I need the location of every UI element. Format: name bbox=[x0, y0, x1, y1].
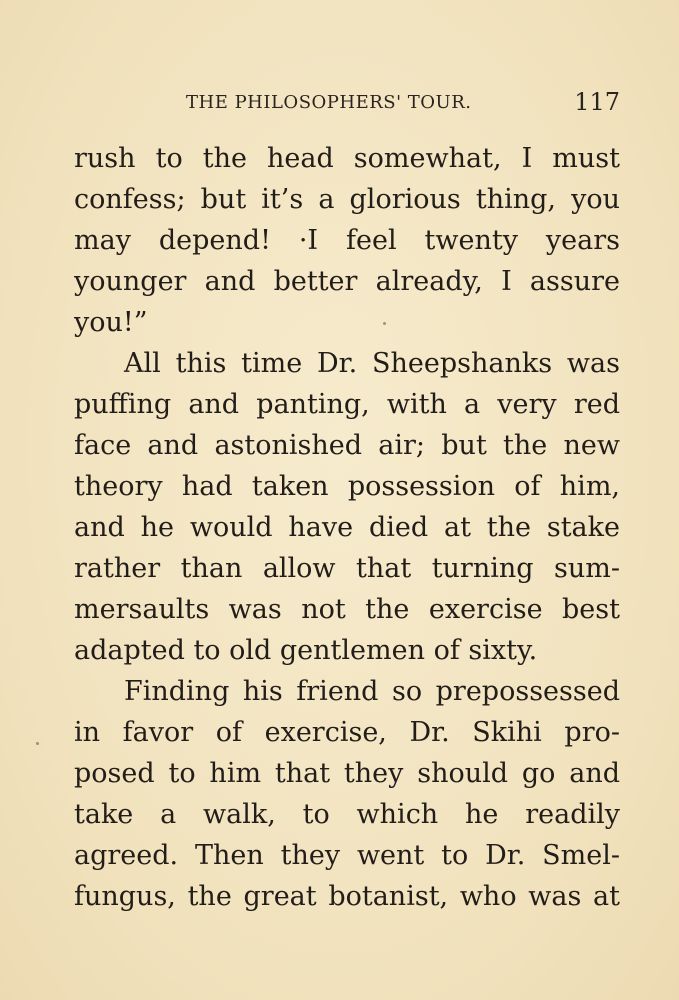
text-line: puffing and panting, with a very red bbox=[74, 389, 620, 420]
page-number: 117 bbox=[574, 88, 620, 116]
text-line: mersaults was not the exercise best bbox=[74, 594, 620, 625]
running-title: THE PHILOSOPHERS' TOUR. bbox=[186, 92, 472, 113]
text-line: confess; but it’s a glorious thing, you bbox=[74, 184, 620, 215]
text-line: may depend! ·I feel twenty years bbox=[74, 225, 620, 256]
text-line: face and astonished air; but the new bbox=[74, 430, 620, 461]
text-line: agreed. Then they went to Dr. Smel- bbox=[74, 840, 620, 871]
text-line: theory had taken possession of him, bbox=[74, 471, 620, 502]
text-line: rush to the head somewhat, I must bbox=[74, 143, 620, 174]
body-text bbox=[74, 138, 620, 917]
paper-speck bbox=[383, 322, 386, 325]
text-line: and he would have died at the stake bbox=[74, 512, 620, 543]
text-line: in favor of exercise, Dr. Skihi pro- bbox=[74, 717, 620, 748]
text-line: Finding his friend so prepossessed bbox=[124, 676, 620, 707]
paper-speck bbox=[36, 742, 39, 745]
text-line: fungus, the great botanist, who was at bbox=[74, 881, 620, 912]
text-line: All this time Dr. Sheepshanks was bbox=[124, 348, 620, 379]
text-line: adapted to old gentlemen of sixty. bbox=[74, 635, 538, 666]
text-line: posed to him that they should go and bbox=[74, 758, 620, 789]
text-line: take a walk, to which he readily bbox=[74, 799, 620, 830]
page-header bbox=[74, 88, 620, 118]
text-line: you!” bbox=[74, 307, 148, 338]
text-line: younger and better already, I assure bbox=[74, 266, 620, 297]
text-line: rather than allow that turning sum- bbox=[74, 553, 620, 584]
